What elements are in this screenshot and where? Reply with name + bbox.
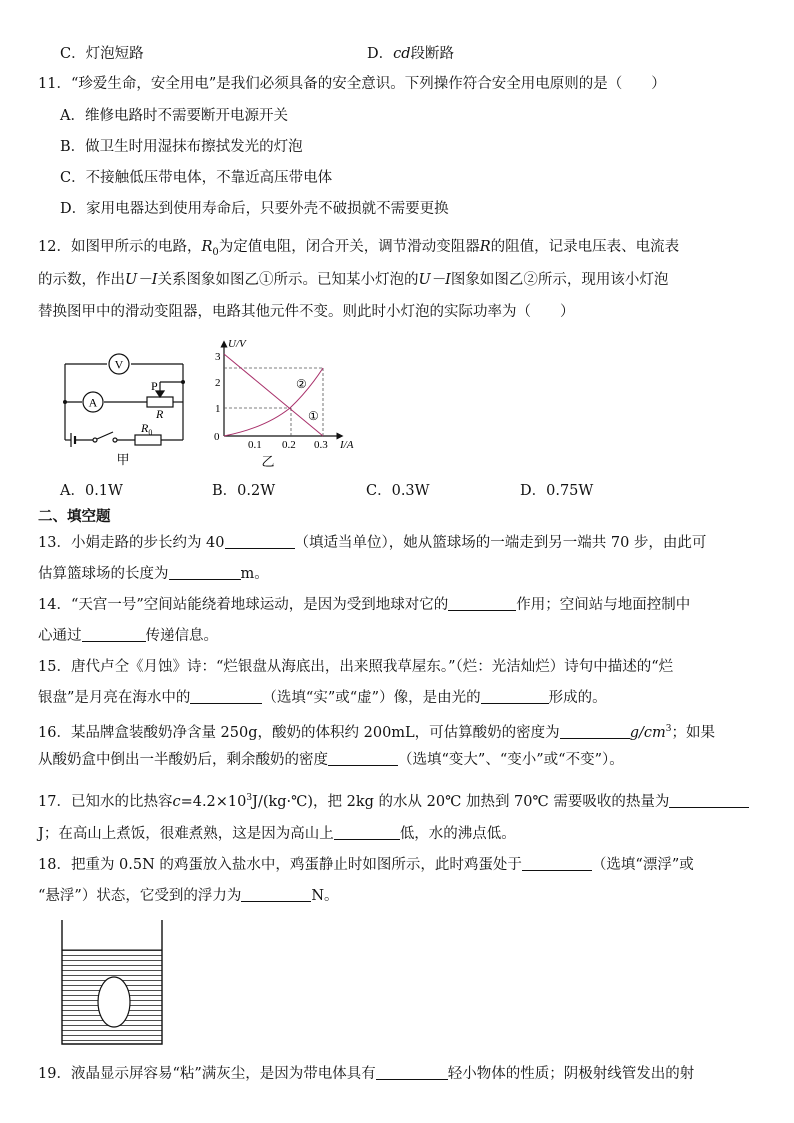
q11-stem: 11．“珍爱生命，安全用电”是我们必须具备的安全意识。下列操作符合安全用电原则的是（ ）: [38, 76, 666, 92]
egg-shape: [98, 977, 130, 1027]
q15-blank-light[interactable]: [481, 689, 549, 704]
x-tick-0.3: 0.3: [314, 439, 328, 451]
circuit-diagram: [55, 344, 200, 470]
q12-option-b[interactable]: B．0.2W: [212, 483, 276, 499]
x-axis-label: I/A: [340, 439, 354, 451]
slider-label: P: [151, 379, 158, 393]
q13-blank-length[interactable]: [169, 565, 241, 580]
q12-option-a[interactable]: A．0.1W: [60, 483, 123, 499]
y-tick-1: 1: [215, 403, 221, 415]
variable-cd: cd: [393, 46, 411, 62]
q12-option-d[interactable]: D．0.75W: [520, 483, 594, 499]
q18-line1: 18．把重为 0.5N 的鸡蛋放入盐水中，鸡蛋静止时如图所示，此时鸡蛋处于 （选填“漂浮”或: [38, 857, 694, 873]
option-letter: D．: [367, 46, 394, 62]
q17-blank-pressure[interactable]: [334, 825, 400, 840]
q15-line2: 银盘”是月亮在海水中的 （选填“实”或“虚”）像，是由光的 形成的。: [38, 690, 607, 706]
q16-blank-density[interactable]: [560, 724, 630, 739]
q12-stem-line3: 替换图甲中的滑动变阻器，电路其他元件不变。则此时小灯泡的实际功率为（ ）: [38, 304, 575, 320]
q16-line1: 16．某品牌盒装酸奶净含量 250g，酸奶的体积约 200mL，可估算酸奶的密度为 $g/cm^3$；如果: [38, 724, 715, 741]
origin-tick: 0: [214, 431, 220, 443]
x-tick-0.1: 0.1: [248, 439, 262, 451]
q11-option-d[interactable]: D．家用电器达到使用寿命后，只要外壳不破损就不需要更换: [60, 201, 449, 217]
curve-2-label: ②: [296, 377, 307, 391]
q17-line1: 17．已知水的比热容$c=4.2\times 10^3J/(kg\cdot℃)$，把 2kg 的水从 20℃ 加热到 70℃ 需要吸收的热量为: [38, 788, 749, 812]
q12-stem-line2: 的示数，作出U－I关系图象如图乙①所示。已知某小灯泡的U－I图象如图乙②所示，现用该小灯泡: [38, 272, 669, 288]
y-tick-2: 2: [215, 377, 221, 389]
q18-blank-buoyancy[interactable]: [241, 887, 311, 902]
q13-line1: 13．小娟走路的步长约为 40 （填适当单位），她从篮球场的一端走到另一端共 70 步，由此可: [38, 535, 707, 551]
q19-line1: 19．液晶显示屏容易“粘”满灰尘，是因为带电体具有 轻小物体的性质；阴极射线管发出的射: [38, 1066, 695, 1082]
option-text: 段断路: [410, 46, 455, 62]
section-title-fill-in: 二、填空题: [38, 508, 111, 525]
q12-stem-line1: 12．如图甲所示的电路，$R_0$为定值电阻，闭合开关，调节滑动变阻器R的阻值，记录电压表、电流表: [38, 239, 680, 258]
q14-blank-medium[interactable]: [82, 627, 146, 642]
q11-option-a[interactable]: A．维修电路时不需要断开电源开关: [60, 108, 288, 124]
curve-1-label: ①: [308, 409, 319, 423]
q12-option-c[interactable]: C．0.3W: [366, 483, 430, 499]
q17-line2: J；在高山上煮饭，很难煮熟，这是因为高山上 低，水的沸点低。: [38, 826, 516, 842]
y-tick-3: 3: [215, 351, 221, 363]
circuit-caption: 甲: [116, 452, 130, 467]
q13-blank-unit[interactable]: [225, 534, 295, 549]
q11-option-b[interactable]: B．做卫生时用湿抹布擦拭发光的灯泡: [60, 139, 303, 155]
graph-caption: 乙: [261, 454, 275, 469]
voltmeter-symbol: V: [114, 357, 124, 372]
q15-line1: 15．唐代卢仝《月蚀》诗：“烂银盘从海底出，出来照我草屋东。”（烂：光洁灿烂）诗句中描述的“烂: [38, 659, 674, 675]
q10-option-d[interactable]: [367, 44, 454, 64]
q16-line2: 从酸奶盒中倒出一半酸奶后，剩余酸奶的密度 （选填“变大”、“变小”或“不变”）。: [38, 752, 624, 768]
ui-graph: [210, 336, 370, 470]
q14-line2: 心通过 传递信息。: [38, 628, 218, 644]
q13-line2: 估算篮球场的长度为 m。: [38, 566, 269, 582]
y-axis-label: U/V: [228, 338, 246, 350]
q15-blank-image-type[interactable]: [190, 689, 262, 704]
curve-2-line: [224, 368, 323, 436]
rheostat-label: R: [156, 407, 164, 421]
beaker-egg-figure: [58, 918, 166, 1046]
q18-line2: “悬浮”）状态，它受到的浮力为 N。: [38, 888, 339, 904]
r0-label: $R_0$: [141, 421, 153, 437]
q11-option-c[interactable]: C．不接触低压带电体，不靠近高压带电体: [60, 170, 333, 186]
q18-blank-state[interactable]: [522, 856, 592, 871]
q14-line1: 14．“天宫一号”空间站能绕着地球运动，是因为受到地球对它的 作用；空间站与地面控制中: [38, 597, 691, 613]
q17-blank-heat[interactable]: [669, 793, 749, 808]
q16-blank-density-change[interactable]: [328, 751, 398, 766]
ammeter-symbol: A: [88, 395, 98, 410]
x-tick-0.2: 0.2: [282, 439, 296, 451]
curve-1-line: [224, 354, 323, 436]
q14-blank-force[interactable]: [448, 596, 516, 611]
q19-blank-property[interactable]: [376, 1065, 448, 1080]
q10-option-c[interactable]: C．灯泡短路: [60, 46, 144, 62]
